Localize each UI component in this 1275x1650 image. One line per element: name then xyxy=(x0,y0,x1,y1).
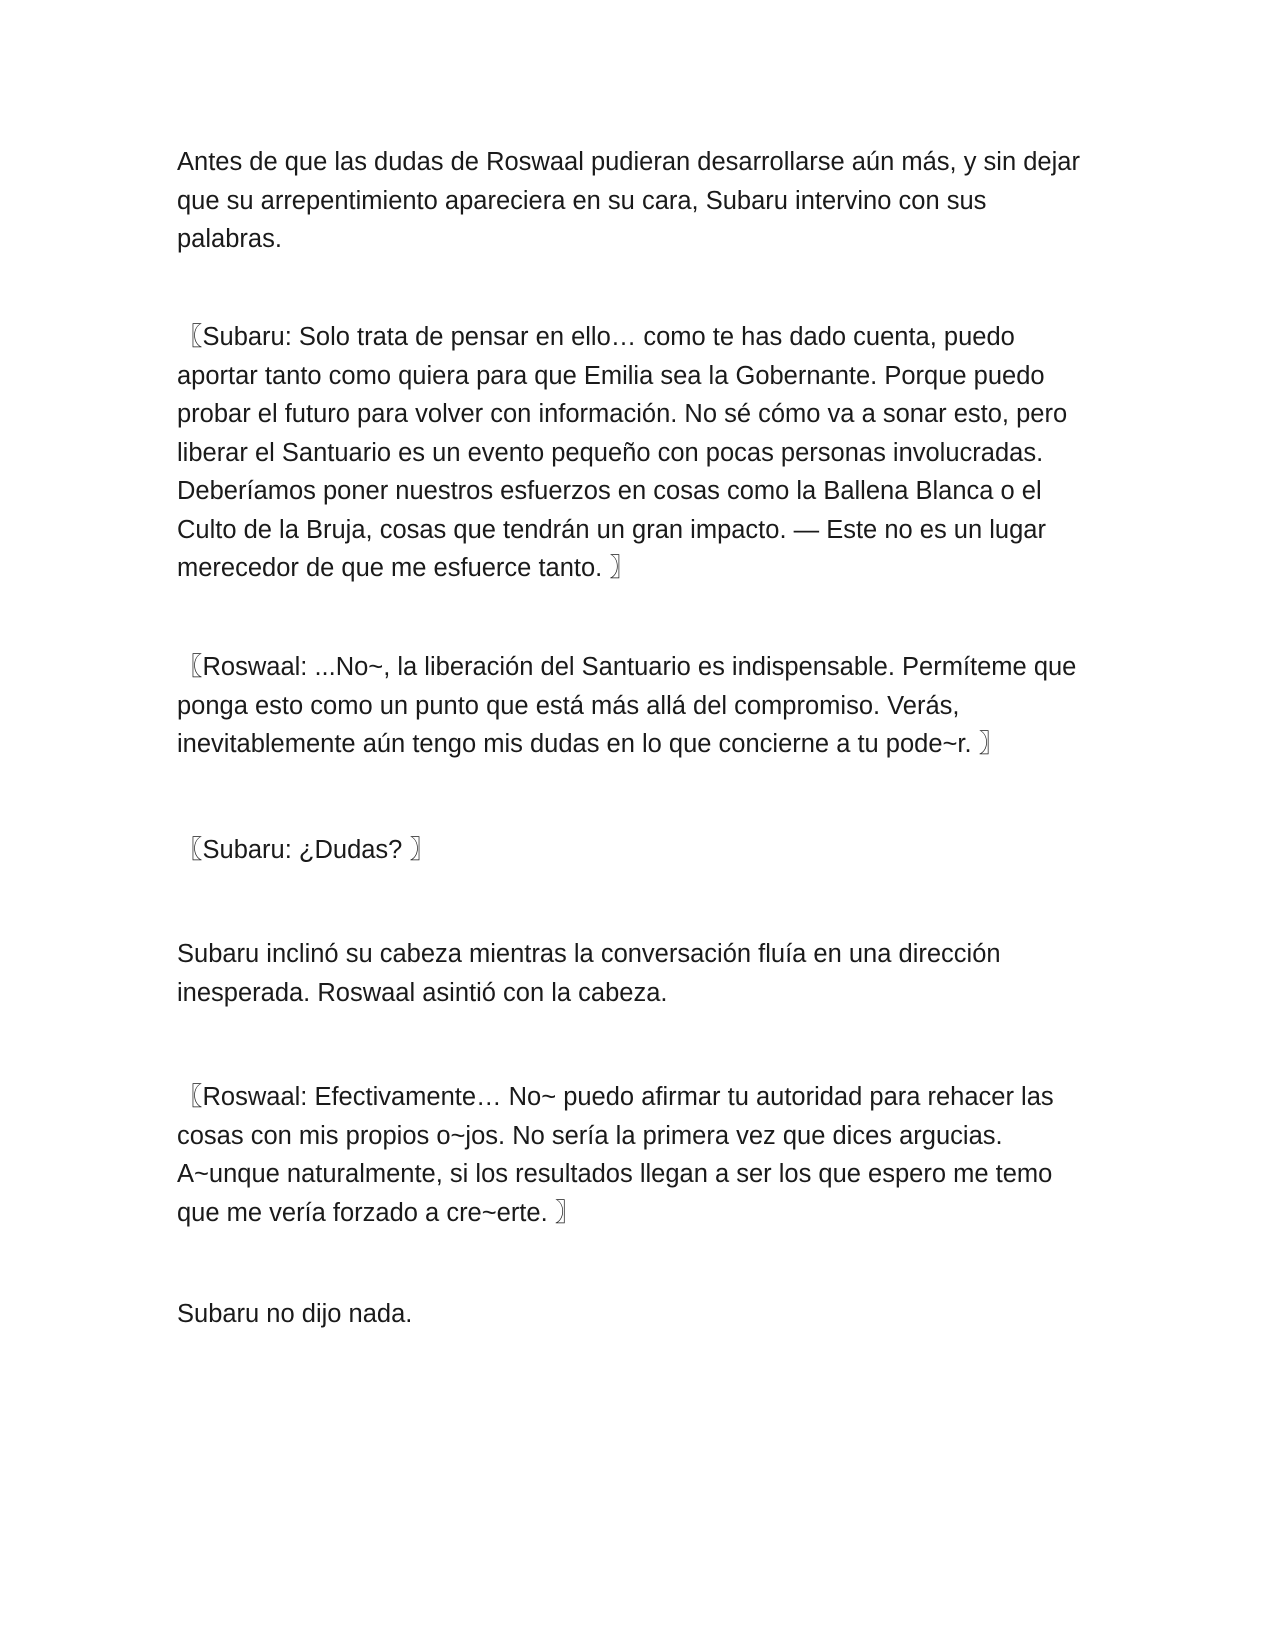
narration-paragraph-3: Subaru no dijo nada. xyxy=(177,1300,413,1328)
dialogue-roswaal-1: 〖Roswaal: ...No~, la liberación del Santuario es indispensable. Permíteme que ponga esto como un punto que está más allá del compromiso. Verás, inevitablemente aún tengo mis dudas en lo que concierne a tu pode~r. 〗 xyxy=(177,653,1077,758)
dialogue-subaru-1: 〖Subaru: Solo trata de pensar en ello… como te has dado cuenta, puedo aportar tanto como quiera para que Emilia sea la Gobernante. Porque puedo probar el futuro para volver con información. No sé cómo va a sonar esto, pero liberar el Santuario es un evento pequeño con pocas personas involucradas. Deberíamos poner nuestros esfuerzos en cosas como la Ballena Blanca o el Culto de la Bruja, cosas que tendrán un gran impacto. — Este no es un lugar merecedor de que me esfuerce tanto. 〗 xyxy=(177,323,1068,582)
dialogue-roswaal-2: 〖Roswaal: Efectivamente… No~ puedo afirmar tu autoridad para rehacer las cosas con mis propios o~jos. No sería la primera vez que dices argucias. A~unque naturalmente, si los resultados llegan a ser los que espero me temo que me vería forzado a cre~erte. 〗 xyxy=(177,1083,1054,1227)
dialogue-subaru-2: 〖Subaru: ¿Dudas? 〗 xyxy=(177,836,435,864)
narration-paragraph-1: Antes de que las dudas de Roswaal pudieran desarrollarse aún más, y sin dejar que su arrepentimiento apareciera en su cara, Subaru intervino con sus palabras. xyxy=(177,148,1080,253)
narration-paragraph-2: Subaru inclinó su cabeza mientras la conversación fluía en una dirección inesperada. Roswaal asintió con la cabeza. xyxy=(177,940,1001,1007)
